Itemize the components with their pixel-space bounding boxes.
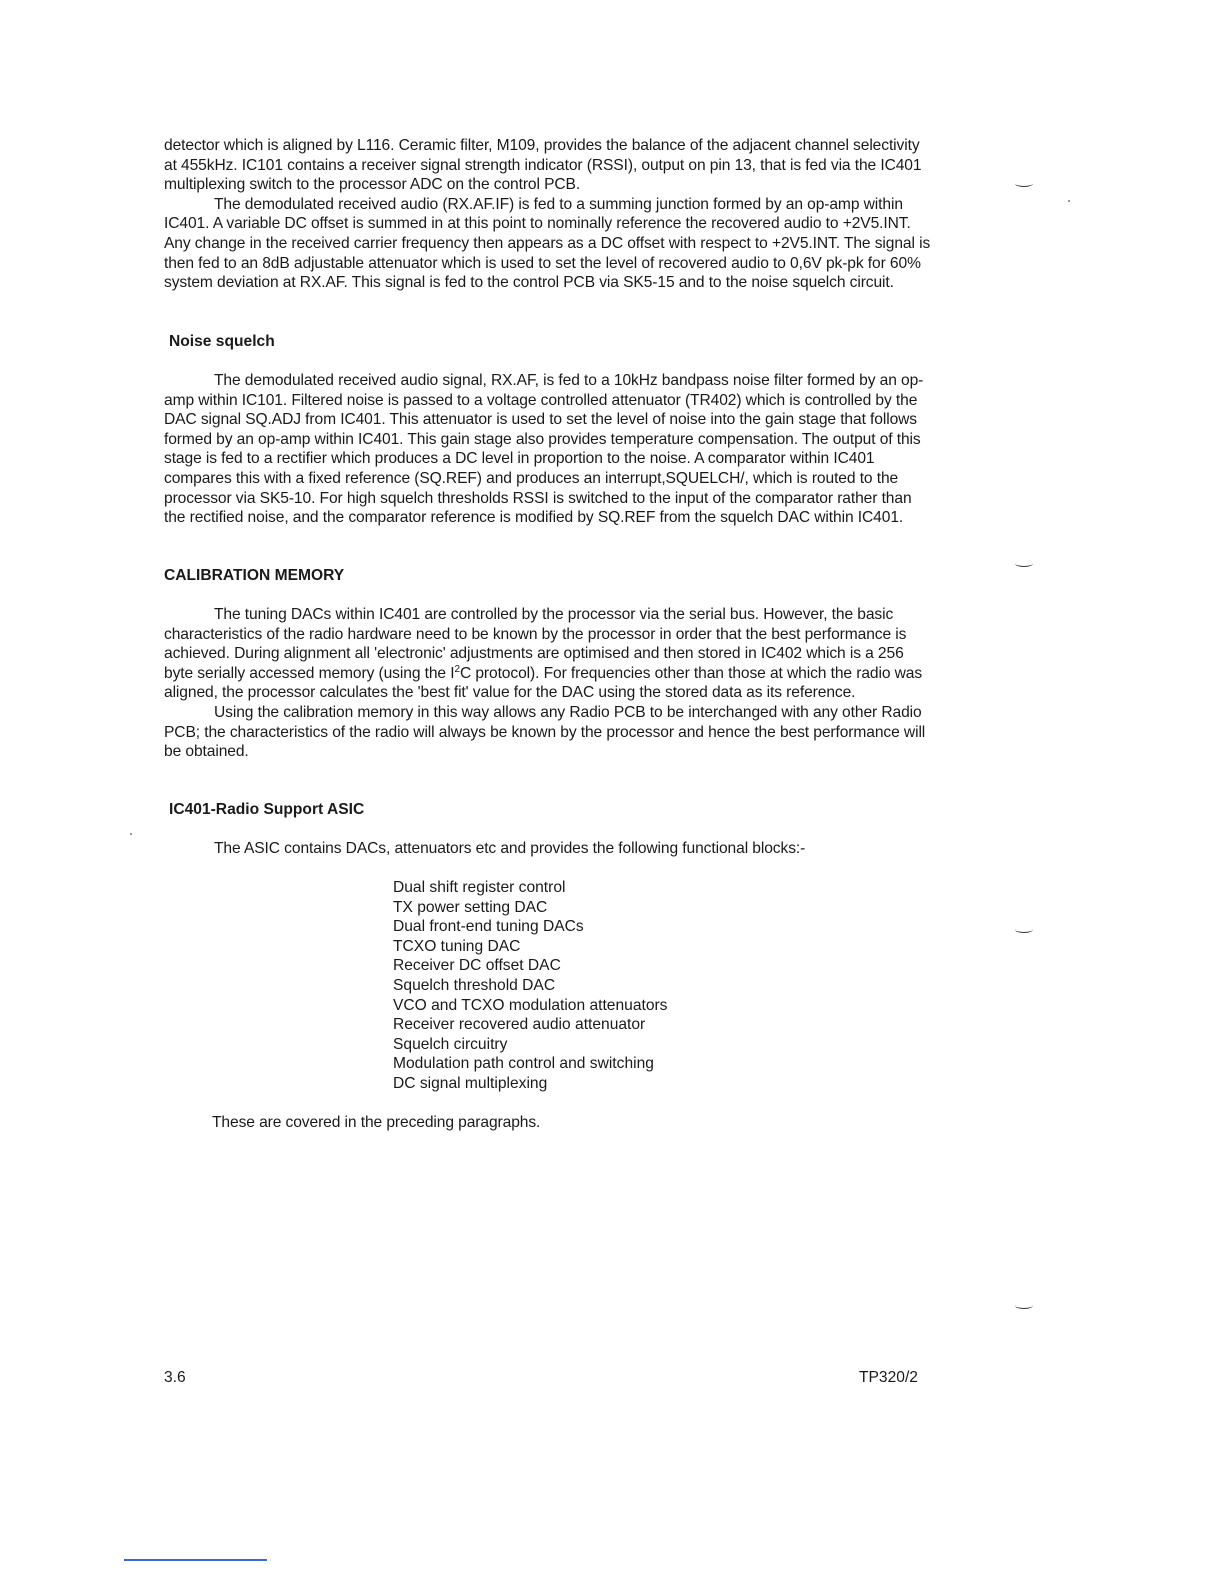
bottom-rule: [124, 1559, 267, 1561]
paragraph-tuning-dacs-a: The tuning DACs within IC401 are controlled by the processor via the serial bus. However, the basic characteristics of the radio hardware need to be known by the processor in order that the best performance is achieved. During alignment all 'electronic' adjustments are optimised and then stored in IC402 which is a 256 byte serially accessed memory (using the I: [164, 606, 907, 682]
binder-mark: [1015, 560, 1033, 567]
heading-calibration-memory: CALIBRATION MEMORY: [164, 567, 345, 584]
paragraph-calibration: [164, 605, 932, 762]
paragraph-tuning-dacs: [164, 605, 932, 703]
list-item: VCO and TCXO modulation attenuators: [393, 996, 668, 1014]
paragraph-detector: [164, 136, 932, 293]
heading-noise-squelch: Noise squelch: [169, 333, 275, 350]
list-item: Squelch threshold DAC: [393, 976, 556, 994]
list-item: Receiver recovered audio attenuator: [393, 1016, 646, 1034]
document-reference: TP320/2: [859, 1369, 918, 1386]
heading-ic401: IC401-Radio Support ASIC: [169, 801, 365, 818]
paragraph-tuning-dacs-b: C protocol). For frequencies other than those at which the radio was aligned, the processor calculates the 'best fit' value for the DAC using the stored data as its reference.: [164, 664, 923, 702]
paragraph-closing: These are covered in the preceding paragraphs.: [212, 1114, 541, 1131]
paragraph-noise-squelch: [164, 371, 932, 528]
paragraph-asic-intro: The ASIC contains DACs, attenuators etc and provides the following functional blocks:-: [214, 840, 806, 857]
superscript-2: 2: [454, 663, 460, 675]
list-item: Dual front-end tuning DACs: [393, 918, 584, 936]
list-item: Squelch circuitry: [393, 1035, 508, 1053]
binder-mark: [1015, 926, 1033, 933]
paragraph-detector-text: detector which is aligned by L116. Ceramic filter, M109, provides the balance of the adjacent channel selectivity at 455kHz. IC101 contains a receiver signal strength indicator (RSSI), output on pin 13, that is fed via the IC401 multiplexing switch to the processor ADC on the control PCB.: [164, 137, 922, 194]
page-number: 3.6: [164, 1369, 186, 1386]
list-item: DC signal multiplexing: [393, 1074, 548, 1092]
binder-mark: [1015, 180, 1033, 187]
scan-speck: [1068, 200, 1070, 202]
functional-blocks-list: [393, 878, 667, 1094]
paragraph-noise-squelch-text: The demodulated received audio signal, RX.AF, is fed to a 10kHz bandpass noise filter formed by an op-amp within IC101. Filtered noise is passed to a voltage controlled attenuator (TR402) which is controlled by the DAC signal SQ.ADJ from IC401. This attenuator is used to set the level of noise into the gain stage that follows formed by an op-amp within IC401. This gain stage also provides temperature compensation. The output of this stage is fed to a rectifier which produces a DC level in proportion to the noise. A comparator within IC401 compares this with a fixed reference (SQ.REF) and produces an interrupt,SQUELCH/, which is routed to the processor via SK5-10. For high squelch thresholds RSSI is switched to the input of the comparator rather than the rectified noise, and the comparator reference is modified by SQ.REF from the squelch DAC within IC401.: [164, 372, 924, 527]
list-item: Modulation path control and switching: [393, 1055, 654, 1073]
paragraph-demodulated-audio: The demodulated received audio (RX.AF.IF) is fed to a summing junction formed by an op-amp within IC401. A variable DC offset is summed in at this point to nominally reference the recovered audio to +2V5.INT. Any change in the received carrier frequency then appears as a DC offset with respect to +2V5.INT. The signal is then fed to an 8dB adjustable attenuator which is used to set the level of recovered audio to 0,6V pk-pk for 60% system deviation at RX.AF. This signal is fed to the control PCB via SK5-15 and to the noise squelch circuit.: [164, 195, 931, 292]
binder-mark: [1015, 1302, 1033, 1309]
list-item: TCXO tuning DAC: [393, 937, 521, 955]
scan-speck: [130, 833, 132, 835]
paragraph-calibration-usage: Using the calibration memory in this way allows any Radio PCB to be interchanged with any other Radio PCB; the characteristics of the radio will always be known by the processor and hence the best performance will be obtained.: [164, 703, 926, 761]
list-item: TX power setting DAC: [393, 898, 548, 916]
list-item: Dual shift register control: [393, 879, 566, 896]
list-item: Receiver DC offset DAC: [393, 957, 561, 975]
